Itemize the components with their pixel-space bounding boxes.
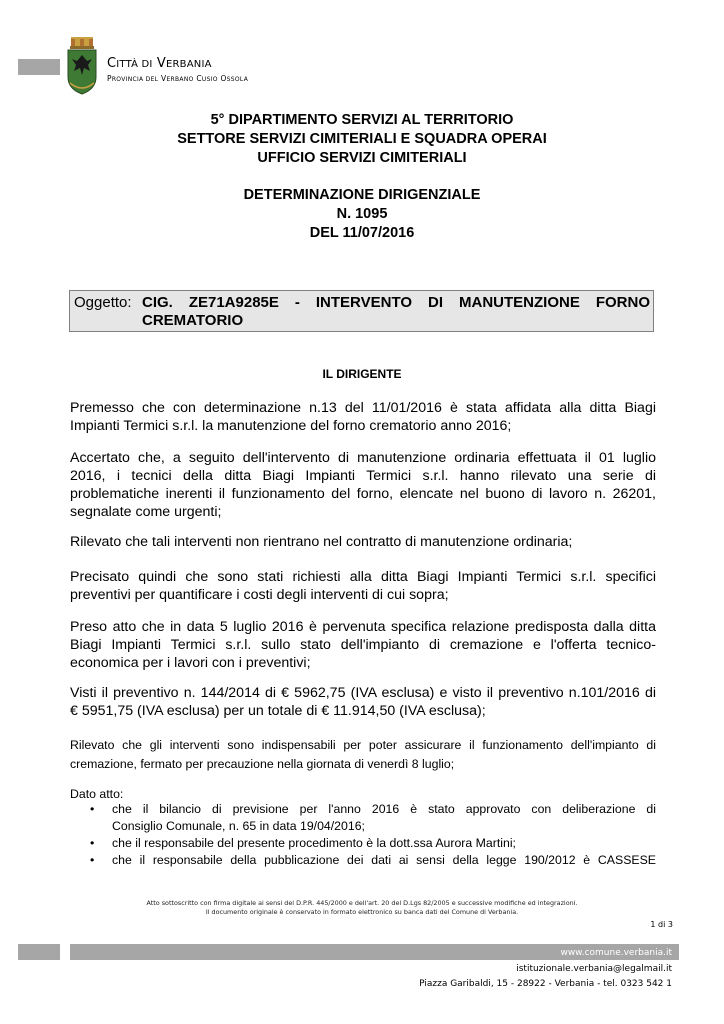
text-line: Precisato quindi che sono stati richiesti alla ditta Biagi Impianti Termici s.r.l. specifici xyxy=(70,569,656,585)
determination-number: N. 1095 xyxy=(336,206,388,222)
paragraph-precisato xyxy=(70,568,656,604)
address-text: Piazza Garibaldi, 15 - 28922 - Verbania - tel. 0323 542 1 xyxy=(419,979,672,989)
bullet-list xyxy=(70,801,656,869)
paragraph-accertato xyxy=(70,449,656,521)
text-line: cremazione, fermato per precauzione nella giornata di venerdì 8 luglio; xyxy=(70,757,455,771)
text-line: che il bilancio di previsione per l'anno 2016 è stato approvato con deliberazione di xyxy=(112,802,656,816)
subject-text xyxy=(142,294,650,330)
department-line: 5° DIPARTIMENTO SERVIZI AL TERRITORIO xyxy=(210,112,514,128)
text-line: segnalate come urgenti; xyxy=(70,504,222,520)
text-line: Dato atto: xyxy=(70,787,124,801)
determination-date: DEL 11/07/2016 xyxy=(309,225,415,241)
bullet-marker: • xyxy=(90,802,95,816)
header-decor-bar xyxy=(18,59,60,75)
signature-note-line: Atto sottoscritto con firma digitale ai sensi del D.P.R. 445/2000 e dell'art. 20 del D.Lgs 82/2005 e successive modifiche ed integrazioni. xyxy=(146,899,578,907)
text-line: preventivi per quantificare i costi degli interventi di cui sopra; xyxy=(70,587,449,603)
paragraph-preso-atto xyxy=(70,618,656,672)
text-line: economica per i lavori con i preventivi; xyxy=(70,655,311,671)
department-line: UFFICIO SERVIZI CIMITERIALI xyxy=(257,150,467,166)
text-line: Preso atto che in data 5 luglio 2016 è pervenuta specifica relazione predisposta dalla ditta xyxy=(70,619,656,635)
signature-note-line: Il documento originale è conservato in formato elettronico su banca dati del Comune di Verbania. xyxy=(205,908,519,916)
section-heading: IL DIRIGENTE xyxy=(322,367,402,381)
footer-decor-bar xyxy=(18,944,60,960)
text-line: Rilevato che tali interventi non rientrano nel contratto di manutenzione ordinaria; xyxy=(70,534,573,550)
text-line: problematiche inerenti il funzionamento del forno, elencate nel buono di lavoro n. 26201, xyxy=(70,486,656,502)
subject-line: CREMATORIO xyxy=(142,312,244,329)
signature-note xyxy=(0,899,724,917)
bullet-marker: • xyxy=(90,853,95,867)
department-heading xyxy=(0,111,724,168)
text-line: Biagi Impianti Termici s.r.l. sullo stato dell'impianto di cremazione e l'offerta tecnico- xyxy=(70,637,656,653)
department-line: SETTORE SERVIZI CIMITERIALI E SQUADRA OPERAI xyxy=(177,131,547,147)
bullet-marker: • xyxy=(90,836,95,850)
list-item xyxy=(70,835,656,852)
text-line: Consiglio Comunale, n. 65 in data 19/04/2016; xyxy=(112,819,365,833)
website-link[interactable]: www.comune.verbania.it xyxy=(560,948,672,958)
city-name: CITTÀ DI VERBANIA xyxy=(107,56,212,71)
text-line: Premesso che con determinazione n.13 del 11/01/2016 è stata affidata alla ditta Biagi xyxy=(70,400,656,416)
subject-label: Oggetto: xyxy=(74,294,132,311)
page-number: 1 di 3 xyxy=(650,920,673,929)
text-line: Visti il preventivo n. 144/2014 di € 5962,75 (IVA esclusa) e visto il preventivo n.101/2016 di xyxy=(70,685,656,701)
coat-of-arms-icon xyxy=(64,37,100,95)
subject-box xyxy=(69,290,654,332)
paragraph-rilevato xyxy=(70,533,656,551)
text-line: Accertato che, a seguito dell'intervento di manutenzione ordinaria effettuata il 01 luglio xyxy=(70,450,656,466)
text-line: 2016, i tecnici della ditta Biagi Impianti Termici s.r.l. hanno rilevato una serie di xyxy=(70,468,656,484)
paragraph-premesso xyxy=(70,399,656,435)
text-line: € 5951,75 (IVA esclusa) per un totale di € 11.914,50 (IVA esclusa); xyxy=(70,703,486,719)
text-line: Impianti Termici s.r.l. la manutenzione del forno crematorio anno 2016; xyxy=(70,418,512,434)
text-line: Rilevato che gli interventi sono indispensabili per poter assicurare il funzionamento dell'impianto di xyxy=(70,738,656,752)
determination-title: DETERMINAZIONE DIRIGENZIALE xyxy=(243,187,481,203)
text-line: che il responsabile del presente procedimento è la dott.ssa Aurora Martini; xyxy=(112,836,516,850)
list-item xyxy=(70,852,656,869)
subject-line: CIG. ZE71A9285E - INTERVENTO DI MANUTENZIONE FORNO xyxy=(142,294,650,311)
paragraph-visti xyxy=(70,684,656,720)
email-link[interactable]: istituzionale.verbania@legalmail.it xyxy=(516,964,672,974)
list-item xyxy=(70,801,656,835)
paragraph-rilevato-interventi xyxy=(70,736,656,774)
province-name: PROVINCIA DEL VERBANO CUSIO OSSOLA xyxy=(107,74,249,83)
determination-heading xyxy=(0,186,724,243)
text-line: che il responsabile della pubblicazione dei dati ai sensi della legge 190/2012 è CASSESE xyxy=(112,853,656,867)
